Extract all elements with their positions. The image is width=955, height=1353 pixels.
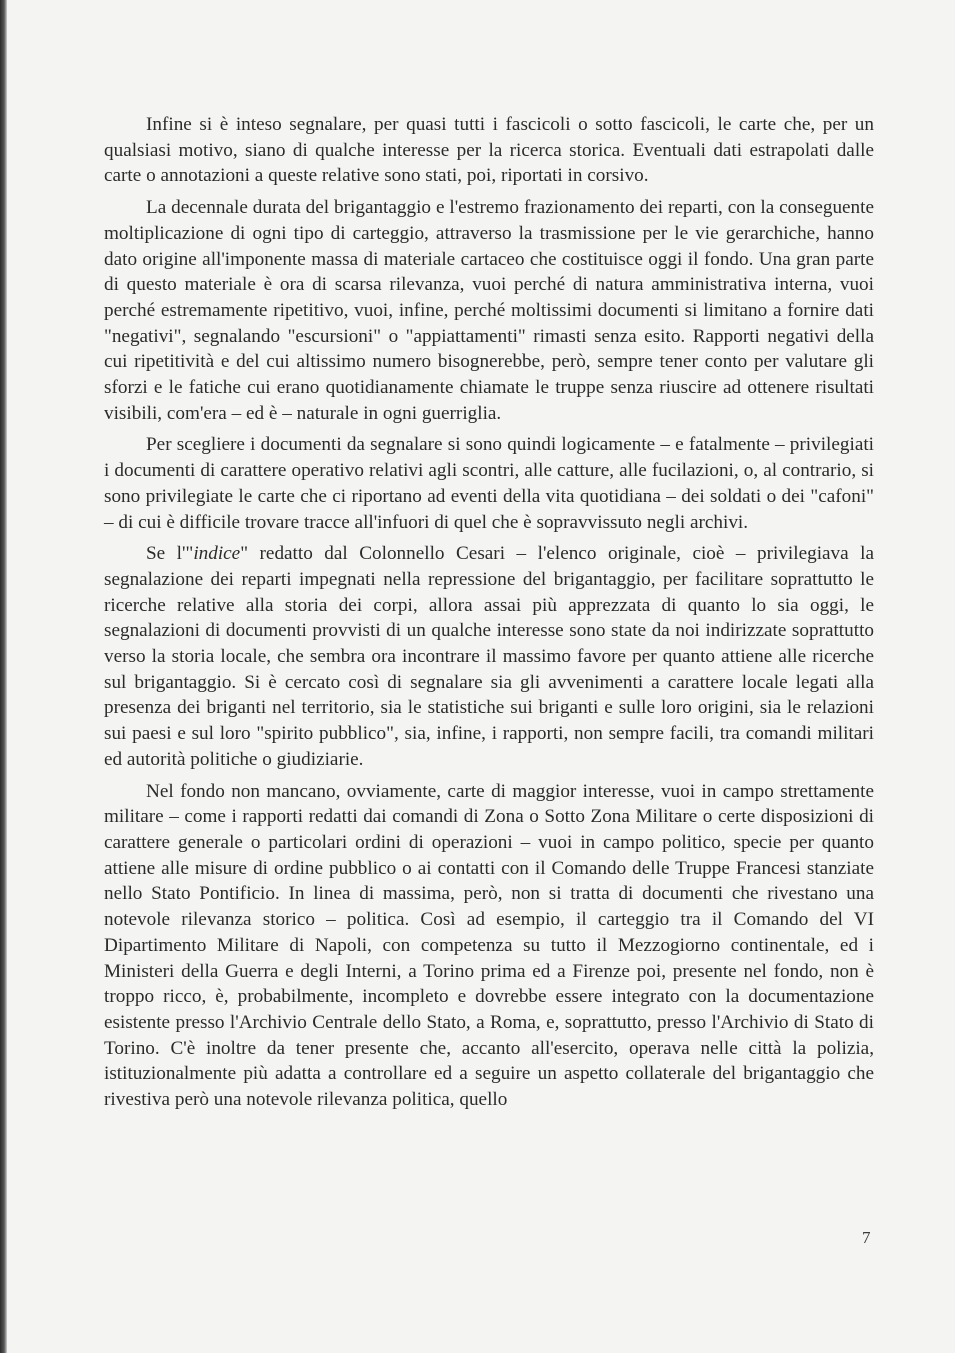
paragraph-3: Per scegliere i documenti da segnalare si sono quindi logicamente – e fatalmente – privilegiati i documenti di carattere operativo relativi agli scontri, alle catture, alle fucilazioni, o, al contrario, si sono privilegiate le carte che ci riportano ad eventi della vita quotidiana – dei soldati o dei "cafoni" – di cui è difficile trovare tracce all'infuori di quel che è sopravvissuto negli archivi. (104, 434, 874, 533)
paragraph-4-italic-term: indice (193, 543, 241, 565)
paragraph-1: Infine si è inteso segnalare, per quasi tutti i fascicoli o sotto fascicoli, le carte che, per un qualsiasi motivo, siano di qualche interesse per la ricerca storica. Eventuali dati estrapolati dalle carte o annotazioni a queste relative sono stati, poi, riportati in corsivo. (104, 114, 874, 187)
paragraph-4 (104, 541, 874, 772)
page-number: 7 (862, 1228, 871, 1247)
book-spine-shadow (0, 0, 7, 1353)
paragraph-5: Nel fondo non mancano, ovviamente, carte di maggior interesse, vuoi in campo strettamente militare – come i rapporti redatti dai comandi di Zona o Sotto Zona Militare o certe disposizioni di carattere generale o particolari ordini di operazioni – vuoi in campo politico, specie per quanto attiene alle misure di ordine pubblico o ai contatti con il Comando delle Truppe Francesi stanziate nello Stato Pontificio. In linea di massima, però, non si tratta di documenti che rivestano una notevole rilevanza storico – politica. Così ad esempio, il carteggio tra il Comando del VI Dipartimento Militare di Napoli, con competenza su tutto il Mezzogiorno continentale, ed i Ministeri della Guerra e degli Interni, a Torino prima ed a Firenze poi, presente nel fondo, non è troppo ricco, è, probabilmente, incompleto e dovrebbe essere integrato con la documentazione esistente presso l'Archivio Centrale dello Stato, a Roma, e, soprattutto, presso l'Archivio di Stato di Torino. C'è inoltre da tener presente che, accanto all'esercito, operava nelle città la polizia, istituzionalmente più adatta a controllare ed a seguire un aspetto collaterale del brigantaggio che rivestiva però una notevole rilevanza politica, quello (104, 780, 874, 1111)
paragraph-4-rest: " redatto dal Colonnello Cesari – l'elenco originale, cioè – privilegiava la segnalazione dei reparti impegnati nella repressione del brigantaggio, per facilitare soprattutto le ricerche relative alla storia dei corpi, allora assai più apprezzata di quanto lo sia oggi, le segnalazioni di documenti provvisti di un qualche interesse sono state da noi indirizzate soprattutto verso la storia locale, che sembra ora incontrare il massimo favore per quanto attiene alle ricerche sul brigantaggio. Si è cercato così di segnalare sia gli avvenimenti a carattere locale legati alla presenza dei briganti nel territorio, sia le statistiche sui briganti e sulle loro origini, sia le relazioni sui paesi e sul loro "spirito pubblico", sia, infine, i rapporti, non sempre facili, tra comandi militari ed autorità politiche o giudiziarie. (104, 543, 874, 770)
paragraph-2: La decennale durata del brigantaggio e l'estremo frazionamento dei reparti, con la conseguente moltiplicazione di ogni tipo di carteggio, attraverso la trasmissione per le vie gerarchiche, hanno dato origine all'imponente massa di materiale cartaceo che costituisce oggi il fondo. Una gran parte di questo materiale è ora di scarsa rilevanza, vuoi perché di natura amministrativa interna, vuoi perché estremamente ripetitivo, vuoi, infine, perché moltissimi documenti si limitano a fornire dati "negativi", segnalando "escursioni" o "appiattamenti" rimasti senza esito. Rapporti negativi della cui ripetitività e del cui altissimo numero bisognerebbe, però, sempre tener conto per valutare gli sforzi e le fatiche cui erano quotidianamente chiamate le truppe senza riuscire ad ottenere risultati visibili, com'era – ed è – naturale in ogni guerriglia. (104, 197, 874, 424)
page-body (104, 112, 874, 1113)
paragraph-4-lead: Se l'" (146, 543, 194, 565)
